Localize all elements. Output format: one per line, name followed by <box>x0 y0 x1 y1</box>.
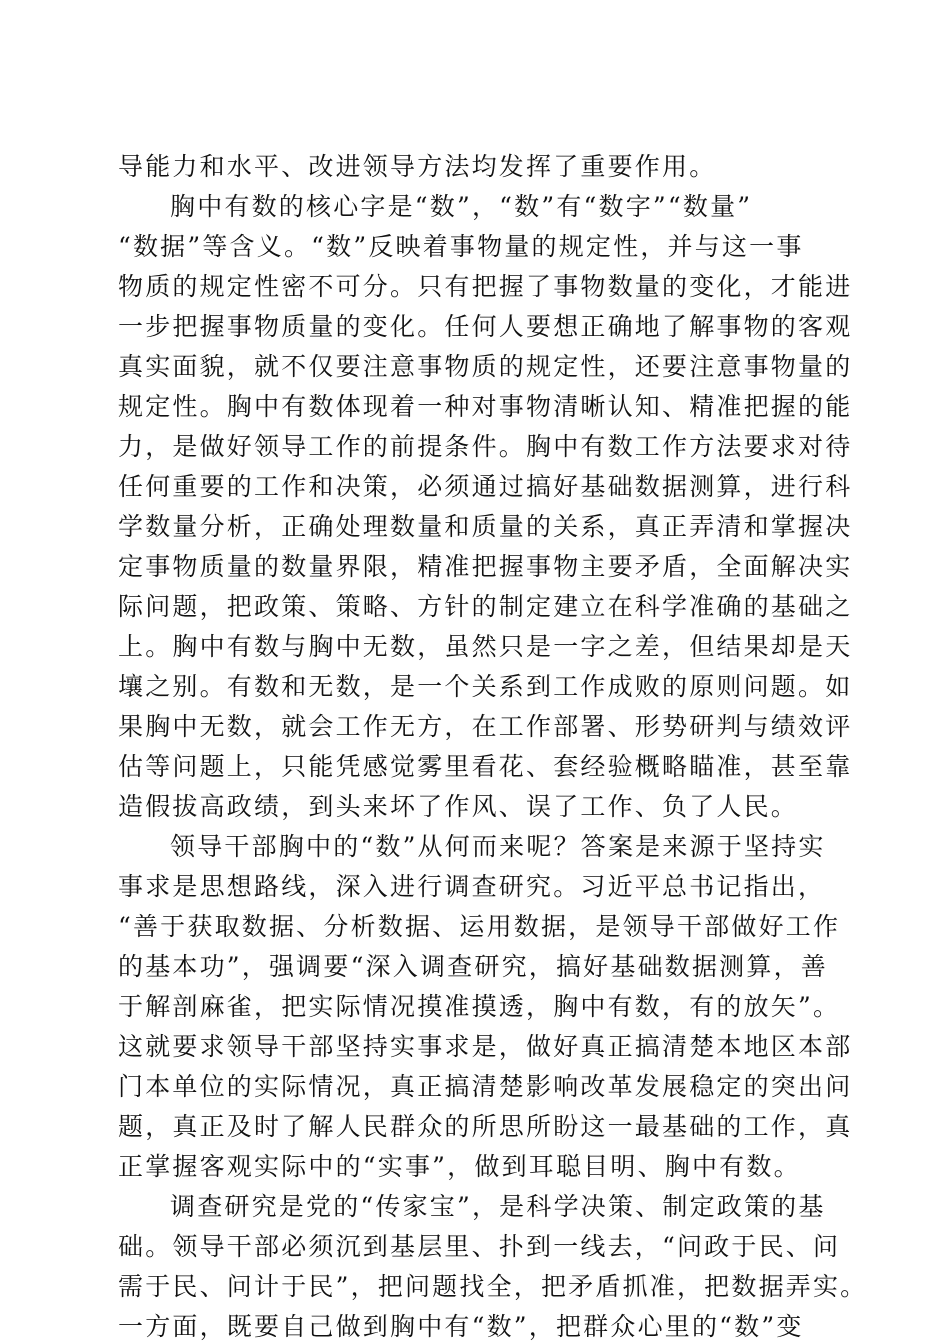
text-line: 真实面貌，就不仅要注意事物质的规定性，还要注意事物量的 <box>118 352 853 381</box>
text-line: 础。领导干部必须沉到基层里、扑到一线去，“问政于民、问 <box>118 1232 841 1261</box>
text-line: 上。胸中有数与胸中无数，虽然只是一字之差，但结果却是天 <box>118 632 853 661</box>
paragraph-first-line: 调查研究是党的“传家宝”，是科学决策、制定政策的基 <box>170 1192 826 1221</box>
text-line: 门本单位的实际情况，真正搞清楚影响改革发展稳定的突出问 <box>118 1072 853 1101</box>
text-line: 壤之别。有数和无数，是一个关系到工作成败的原则问题。如 <box>118 672 853 701</box>
text-line: 际问题，把政策、策略、方针的制定建立在科学准确的基础之 <box>118 592 853 621</box>
text-line: 导能力和水平、改进领导方法均发挥了重要作用。 <box>118 152 717 181</box>
text-line: 力，是做好领导工作的前提条件。胸中有数工作方法要求对待 <box>118 432 853 461</box>
text-line: 造假拔高政绩，到头来坏了作风、误了工作、负了人民。 <box>118 792 799 821</box>
text-line: 的基本功”，强调要“深入调查研究，搞好基础数据测算，善 <box>118 952 828 981</box>
text-line: 估等问题上，只能凭感觉雾里看花、套经验概略瞄准，甚至靠 <box>118 752 853 781</box>
text-line: 果胸中无数，就会工作无方，在工作部署、形势研判与绩效评 <box>118 712 853 741</box>
text-line: 需于民、问计于民”，把问题找全，把矛盾抓准，把数据弄实。 <box>118 1272 868 1301</box>
text-line: 于解剖麻雀，把实际情况摸准摸透，胸中有数，有的放矢”。 <box>118 992 841 1021</box>
text-line: 事求是思想路线，深入进行调查研究。习近平总书记指出， <box>118 872 826 901</box>
text-line: “数据”等含义。“数”反映着事物量的规定性，并与这一事 <box>118 232 804 261</box>
text-line: 物质的规定性密不可分。只有把握了事物数量的变化，才能进 <box>118 272 853 301</box>
text-line: 这就要求领导干部坚持实事求是，做好真正搞清楚本地区本部 <box>118 1032 853 1061</box>
paragraph-first-line: 胸中有数的核心字是“数”，“数”有“数字”“数量” <box>170 192 753 221</box>
text-line: 一步把握事物质量的变化。任何人要想正确地了解事物的客观 <box>118 312 853 341</box>
text-line: “善于获取数据、分析数据、运用数据，是领导干部做好工作 <box>118 912 841 941</box>
text-line: 题，真正及时了解人民群众的所思所盼这一最基础的工作，真 <box>118 1112 853 1141</box>
paragraph-first-line: 领导干部胸中的“数”从何而来呢？答案是来源于坚持实 <box>170 832 826 861</box>
text-line: 一方面，既要自己做到胸中有“数”，把群众心里的“数”变 <box>118 1312 804 1341</box>
text-line: 正掌握客观实际中的“实事”，做到耳聪目明、胸中有数。 <box>118 1152 801 1181</box>
text-line: 定事物质量的数量界限，精准把握事物主要矛盾，全面解决实 <box>118 552 853 581</box>
text-line: 任何重要的工作和决策，必须通过搞好基础数据测算，进行科 <box>118 472 853 501</box>
text-line: 规定性。胸中有数体现着一种对事物清晰认知、精准把握的能 <box>118 392 853 421</box>
text-line: 学数量分析，正确处理数量和质量的关系，真正弄清和掌握决 <box>118 512 853 541</box>
